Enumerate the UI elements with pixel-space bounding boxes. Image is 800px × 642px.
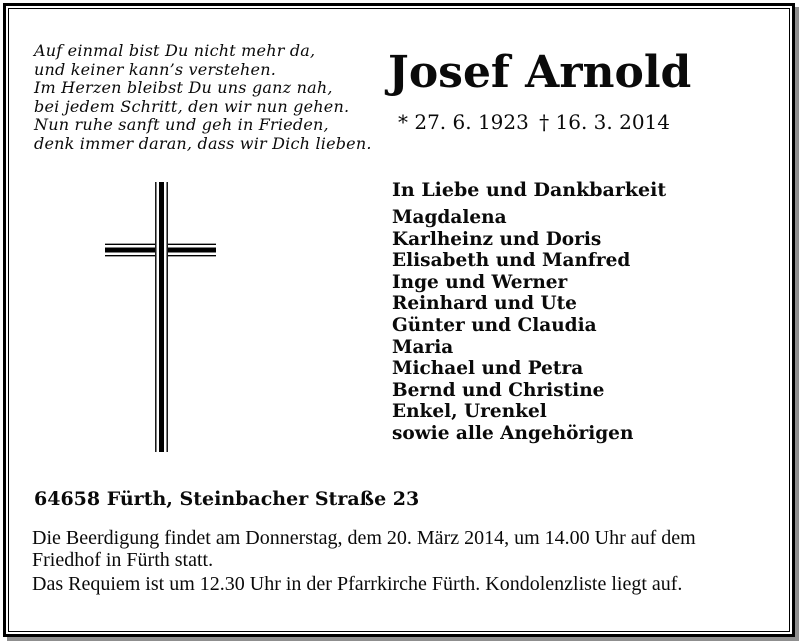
deceased-name: Josef Arnold: [388, 47, 692, 98]
poem-line: Nun ruhe sanft und geh in Frieden,: [34, 115, 329, 135]
death-date: † 16. 3. 2014: [539, 110, 670, 134]
address-line: 64658 Fürth, Steinbacher Straße 23: [34, 488, 420, 510]
life-dates: [388, 111, 680, 133]
cross-icon: [100, 176, 225, 458]
header-block: [388, 47, 692, 134]
mourner-line: Enkel, Urenkel: [392, 401, 547, 423]
mourner-line: Elisabeth und Manfred: [392, 250, 631, 272]
mourners-list: [392, 207, 692, 445]
poem-line: denk immer daran, dass wir Dich lieben.: [34, 133, 372, 153]
mourner-line: Magdalena: [392, 207, 507, 228]
tribute-block: [392, 179, 692, 445]
mourner-line: Bernd und Christine: [392, 379, 605, 401]
mourner-line: Günter und Claudia: [392, 314, 597, 336]
poem-text: [34, 42, 372, 154]
funeral-info: [32, 528, 772, 572]
birth-date: * 27. 6. 1923: [398, 110, 529, 134]
mourner-line: Inge und Werner: [392, 271, 568, 293]
poem-line: bei jedem Schritt, den wir nun gehen.: [34, 96, 350, 116]
poem-line: und keiner kann’s verstehen.: [34, 59, 276, 79]
mourner-line: Reinhard und Ute: [392, 293, 577, 315]
mourner-line: sowie alle Angehörigen: [392, 422, 634, 444]
tribute-heading: In Liebe und Dankbarkeit: [392, 179, 667, 201]
poem-line: Im Herzen bleibst Du uns ganz nah,: [34, 78, 333, 98]
mourner-line: Maria: [392, 336, 454, 358]
mourner-line: Michael und Petra: [392, 358, 584, 380]
poem-line: Auf einmal bist Du nicht mehr da,: [34, 41, 316, 60]
funeral-info-line: Die Beerdigung findet am Donnerstag, dem 20. März 2014, um 14.00 Uhr auf dem: [32, 527, 696, 549]
mourner-line: Karlheinz und Doris: [392, 228, 602, 250]
funeral-info-line: Friedhof in Fürth statt.: [32, 548, 214, 571]
requiem-info: Das Requiem ist um 12.30 Uhr in der Pfarrkirche Fürth. Kondolenzliste liegt auf.: [32, 573, 683, 595]
